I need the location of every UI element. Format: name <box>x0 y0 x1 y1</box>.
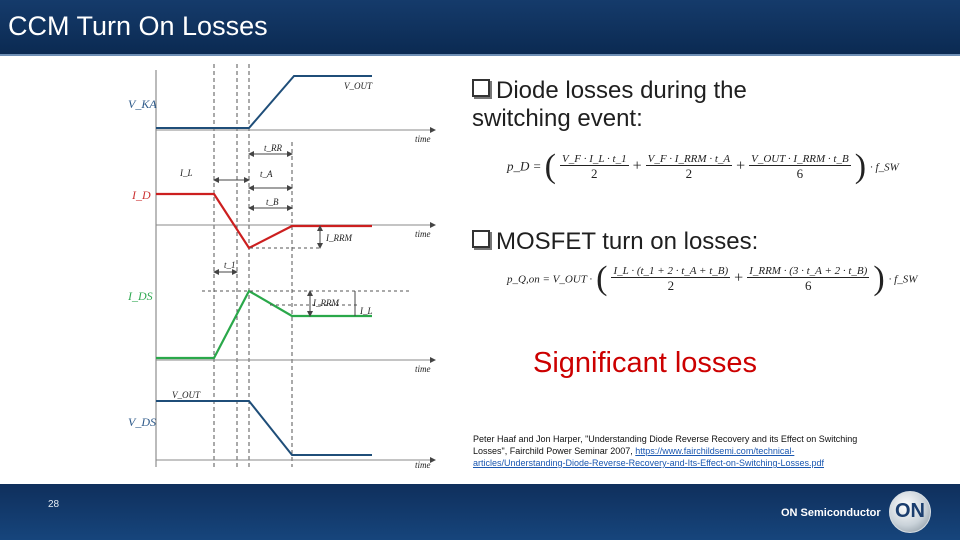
il-ids-label: I_L <box>360 306 373 316</box>
equation-term: $\frac{\text{I\_RRM · (3 · t\_A + 2 · t\_B)}}{6}$ <box>749 264 868 293</box>
vds-label: V_DS <box>128 415 156 429</box>
title-bar <box>0 0 960 56</box>
vout-bottom-label: V_OUT <box>172 390 201 400</box>
checkbox-bullet-icon <box>472 230 490 248</box>
diode-loss-equation: p_D = ( $\frac{V\_F \cdot I\_L \cdot t\_1}{2}$ + $\frac{\text{V\_F · I\_RRM · t\_A}}{2}$ + $\frac{\text{V\_OUT · I\_RRM · t\_B}}{6}$ ) · f_SW <box>507 148 899 185</box>
vds-waveform <box>156 401 372 455</box>
t1-label: t_1 <box>224 260 236 270</box>
page-number: 28 <box>48 499 60 510</box>
equation-term: $\frac{\text{V\_OUT · I\_RRM · t\_B}}{6}$ <box>751 152 849 181</box>
bullet-text: Diode losses during the switching event: <box>472 77 747 132</box>
reference-link[interactable]: https://www.fairchildsemi.com/technical-articles/Understanding-Diode-Reverse-Recovery-and-Its-Effect-on-Switching-Losses.pdf <box>473 446 824 468</box>
reference-text: Peter Haaf and Jon Harper, "Understanding Diode Reverse Recovery and its Effect on Switching Losses", Fairchild Power Seminar 2007, <box>473 434 858 456</box>
time-label-2: time <box>415 229 431 239</box>
tb-label: t_B <box>266 197 279 207</box>
time-label-4: time <box>415 460 431 470</box>
slide-title: CCM Turn On Losses <box>8 11 268 41</box>
equation-lhs: p_D = <box>507 158 545 174</box>
equation-term: $\frac{\text{V\_F · I\_RRM · t\_A}}{2}$ <box>647 152 731 181</box>
mosfet-loss-equation: p_Q,on = V_OUT · ( $\frac{I\_L \cdot (t\_1 + 2 \cdot t\_A + t\_B)}{2}$ + $\frac{\text{I\_RRM · (3 · t\_A + 2 · t\_B)}}{6}$ ) · f_SW <box>507 260 918 297</box>
ids-waveform <box>156 291 372 358</box>
vout-top-label: V_OUT <box>344 81 373 91</box>
trr-label: t_RR <box>264 143 282 153</box>
bullet-mosfet-losses <box>472 228 832 256</box>
time-label-1: time <box>415 134 431 144</box>
equation-tail: · f_SW <box>888 273 918 286</box>
equation-lhs: p_Q,on = V_OUT · <box>507 273 593 286</box>
bullet-text: MOSFET turn on losses: <box>496 228 759 255</box>
id-label: I_D <box>132 188 151 202</box>
il-id-label: I_L <box>180 168 193 178</box>
significant-losses-callout: Significant losses <box>533 347 758 379</box>
equation-term: $\frac{I\_L \cdot (t\_1 + 2 \cdot t\_A + t\_B)}{2}$ <box>613 264 729 293</box>
ids-label: I_DS <box>128 289 153 303</box>
reference-citation <box>473 433 883 469</box>
irrm-id-label: I_RRM <box>326 233 352 243</box>
equation-term: $\frac{V\_F \cdot I\_L \cdot t\_1}{2}$ <box>562 152 627 181</box>
vka-waveform <box>156 76 372 128</box>
bullet-diode-losses <box>472 77 832 133</box>
equation-tail: · f_SW <box>870 161 899 174</box>
vka-label: V_KA <box>128 97 157 111</box>
ta-label: t_A <box>260 169 273 179</box>
brand-name: ON Semiconductor <box>781 507 881 519</box>
on-semiconductor-logo: ON <box>889 491 931 533</box>
checkbox-bullet-icon <box>472 79 490 97</box>
time-label-3: time <box>415 364 431 374</box>
waveform-diagram <box>120 62 450 474</box>
irrm-ids-label: I_RRM <box>313 298 339 308</box>
